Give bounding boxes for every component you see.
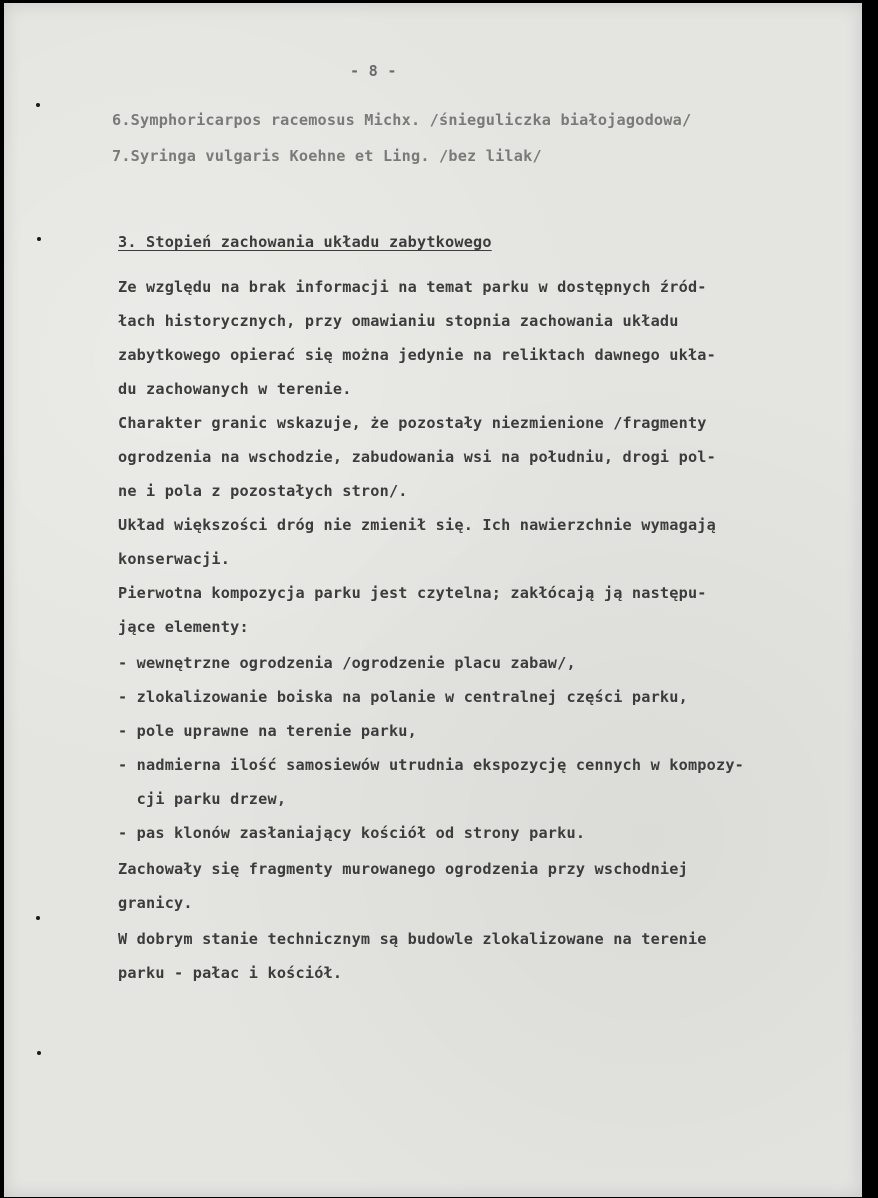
body-line: konserwacji. — [118, 550, 231, 568]
typewritten-page — [4, 3, 862, 1197]
body-line: Charakter granic wskazuje, że pozostały niezmienione /fragmenty — [118, 414, 707, 432]
body-line: zabytkowego opierać się można jedynie na reliktach dawnego ukła- — [118, 346, 716, 364]
list-item: - pas klonów zasłaniający kościół od strony parku. — [118, 824, 586, 842]
list-item-continuation: cji parku drzew, — [118, 790, 287, 808]
body-line: Układ większości dróg nie zmienił się. Ich nawierzchnie wymagają — [118, 516, 716, 534]
species-line: 7.Syringa vulgaris Koehne et Ling. /bez lilak/ — [112, 147, 542, 165]
margin-punch-mark — [37, 1051, 41, 1055]
list-item: - wewnętrzne ogrodzenia /ogrodzenie placu zabaw/, — [118, 654, 576, 672]
body-line: W dobrym stanie technicznym są budowle zlokalizowane na terenie — [118, 930, 707, 948]
margin-punch-mark — [36, 103, 40, 107]
body-line: parku - pałac i kościół. — [118, 964, 343, 982]
body-line: jące elementy: — [118, 618, 249, 636]
body-line: ne i pola z pozostałych stron/. — [118, 482, 408, 500]
margin-punch-mark — [37, 237, 41, 241]
body-line: Pierwotna kompozycja parku jest czytelna; zakłócają ją następu- — [118, 584, 707, 602]
body-line: du zachowanych w terenie. — [118, 380, 352, 398]
species-line: 6.Symphoricarpos racemosus Michx. /śnieguliczka białojagodowa/ — [112, 111, 692, 129]
list-item: - zlokalizowanie boiska na polanie w centralnej części parku, — [118, 688, 688, 706]
list-item: - nadmierna ilość samosiewów utrudnia ekspozycję cennych w kompozy- — [118, 756, 745, 774]
list-item: - pole uprawne na terenie parku, — [118, 722, 417, 740]
body-line: Zachowały się fragmenty murowanego ogrodzenia przy wschodniej — [118, 860, 688, 878]
body-line: Ze względu na brak informacji na temat parku w dostępnych źród- — [118, 278, 707, 296]
section-heading: 3. Stopień zachowania układu zabytkowego — [118, 233, 492, 251]
body-line: ogrodzenia na wschodzie, zabudowania wsi na południu, drogi pol- — [118, 448, 716, 466]
body-line: łach historycznych, przy omawianiu stopnia zachowania układu — [118, 312, 679, 330]
page-number: - 8 - — [350, 62, 397, 80]
body-line: granicy. — [118, 894, 193, 912]
margin-punch-mark — [36, 916, 40, 920]
